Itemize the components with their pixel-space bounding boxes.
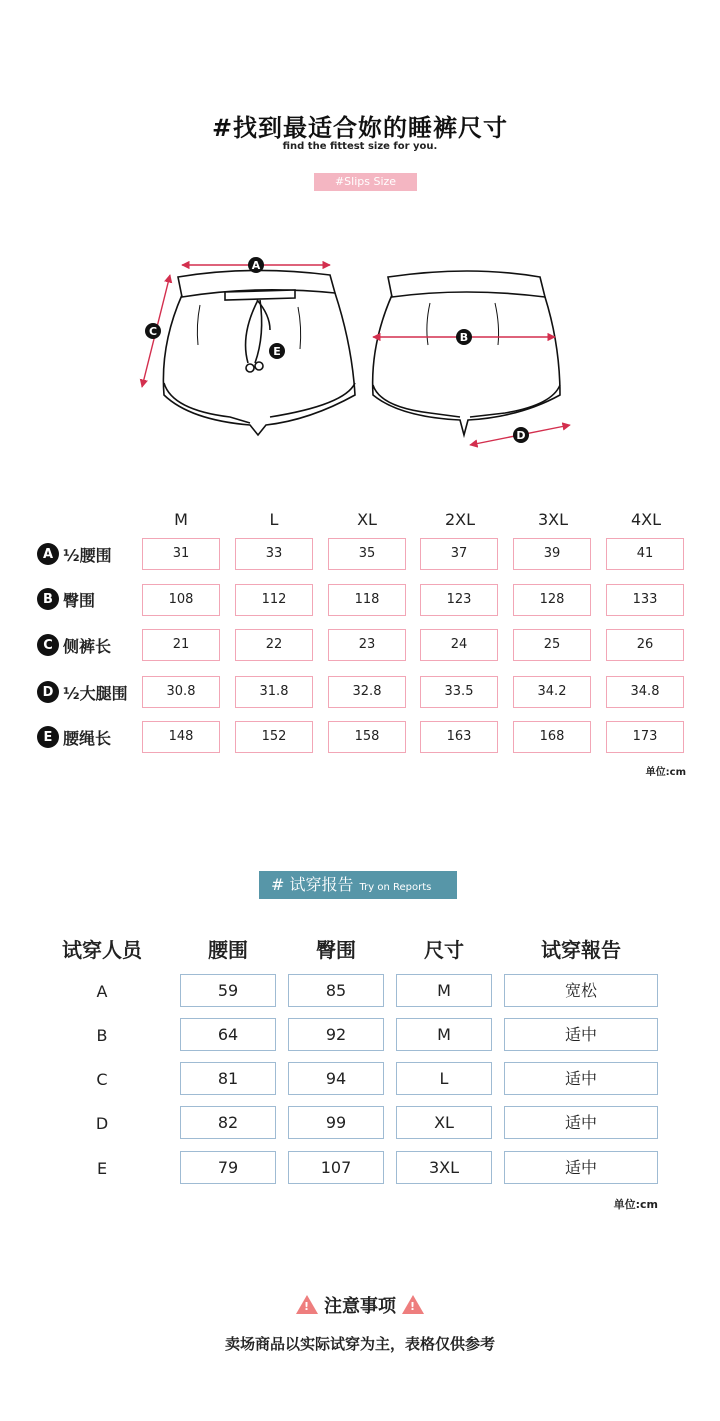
size-cell: 173: [606, 721, 684, 753]
try-on-header-report: 试穿報告: [541, 938, 621, 962]
size-cell: 26: [606, 629, 684, 661]
try-on-hip-cell: 92: [288, 1018, 384, 1051]
try-on-tag: # 试穿报告 Try on Reports: [259, 871, 457, 899]
try-on-header-hip: 臀围: [316, 938, 356, 962]
size-cell: 30.8: [142, 676, 220, 708]
size-cell: 34.2: [513, 676, 591, 708]
size-cell: 168: [513, 721, 591, 753]
try-on-person: D: [95, 1114, 109, 1133]
size-cell: 39: [513, 538, 591, 570]
try-on-size-cell: L: [396, 1062, 492, 1095]
try-on-hip-cell: 99: [288, 1106, 384, 1139]
size-cell: 33: [235, 538, 313, 570]
size-cell: 34.8: [606, 676, 684, 708]
try-on-hip-cell: 94: [288, 1062, 384, 1095]
notice-text: 卖场商品以实际试穿为主，表格仅供参考: [224, 1335, 495, 1353]
size-cell: 112: [235, 584, 313, 616]
size-cell: 108: [142, 584, 220, 616]
size-cell: 158: [328, 721, 406, 753]
shorts-diagram: [130, 245, 590, 455]
size-cell: 31: [142, 538, 220, 570]
size-cell: 118: [328, 584, 406, 616]
size-cell: 41: [606, 538, 684, 570]
slips-size-tag: #Slips Size: [314, 173, 417, 191]
size-header-2xl: 2XL: [444, 510, 476, 529]
diagram-label-d: D: [516, 429, 526, 442]
diagram-label-e: E: [273, 345, 281, 358]
size-cell: 23: [328, 629, 406, 661]
diagram-label-b: B: [459, 331, 469, 344]
try-on-report-cell: 适中: [504, 1106, 658, 1139]
size-cell: 148: [142, 721, 220, 753]
size-cell: 21: [142, 629, 220, 661]
page-title: #找到最适合妳的睡裤尺寸: [211, 114, 509, 142]
try-on-report-cell: 适中: [504, 1018, 658, 1051]
size-cell: 128: [513, 584, 591, 616]
size-header-4xl: 4XL: [630, 510, 662, 529]
try-on-size-cell: 3XL: [396, 1151, 492, 1184]
size-cell: 31.8: [235, 676, 313, 708]
try-on-person: E: [96, 1159, 108, 1178]
try-on-waist-cell: 59: [180, 974, 276, 1007]
try-on-waist-cell: 81: [180, 1062, 276, 1095]
size-header-l: L: [269, 510, 279, 529]
shorts-back-drawing: [373, 271, 560, 435]
size-header-m: M: [174, 510, 188, 529]
shorts-front-drawing: [163, 270, 355, 435]
size-cell: 35: [328, 538, 406, 570]
row-label-side-length: C 侧裤长: [37, 633, 111, 657]
try-on-person: C: [96, 1070, 108, 1089]
notice-title: ! 注意事项 !: [0, 1292, 720, 1318]
page-subtitle: find the fittest size for you.: [282, 141, 438, 152]
try-on-header-size: 尺寸: [424, 938, 464, 962]
warning-icon: !: [296, 1295, 318, 1314]
try-on-report-cell: 宽松: [504, 974, 658, 1007]
try-on-hip-cell: 85: [288, 974, 384, 1007]
try-on-waist-cell: 64: [180, 1018, 276, 1051]
size-table-unit: 单位:cm: [645, 767, 686, 778]
size-cell: 33.5: [420, 676, 498, 708]
diagram-label-a: A: [251, 259, 261, 272]
size-cell: 163: [420, 721, 498, 753]
diagram-label-c: C: [148, 325, 158, 338]
try-on-size-cell: M: [396, 974, 492, 1007]
size-header-xl: XL: [357, 510, 377, 529]
try-on-waist-cell: 82: [180, 1106, 276, 1139]
size-cell: 123: [420, 584, 498, 616]
try-on-header-waist: 腰围: [208, 938, 248, 962]
size-cell: 37: [420, 538, 498, 570]
row-label-thigh: D ½大腿围: [37, 680, 128, 704]
size-cell: 25: [513, 629, 591, 661]
try-on-report-cell: 适中: [504, 1151, 658, 1184]
row-label-cord: E 腰绳长: [37, 725, 111, 749]
try-on-unit: 单位:cm: [613, 1198, 658, 1211]
row-label-hip: B 臀围: [37, 587, 95, 611]
warning-icon: !: [402, 1295, 424, 1314]
size-cell: 152: [235, 721, 313, 753]
try-on-size-cell: XL: [396, 1106, 492, 1139]
try-on-waist-cell: 79: [180, 1151, 276, 1184]
try-on-person: A: [96, 982, 108, 1001]
row-label-waist: A ½腰围: [37, 542, 112, 566]
size-cell: 133: [606, 584, 684, 616]
try-on-person: B: [96, 1026, 108, 1045]
try-on-size-cell: M: [396, 1018, 492, 1051]
try-on-header-person: 试穿人员: [62, 938, 142, 962]
size-cell: 32.8: [328, 676, 406, 708]
try-on-hip-cell: 107: [288, 1151, 384, 1184]
size-cell: 22: [235, 629, 313, 661]
try-on-report-cell: 适中: [504, 1062, 658, 1095]
size-cell: 24: [420, 629, 498, 661]
size-header-3xl: 3XL: [537, 510, 569, 529]
